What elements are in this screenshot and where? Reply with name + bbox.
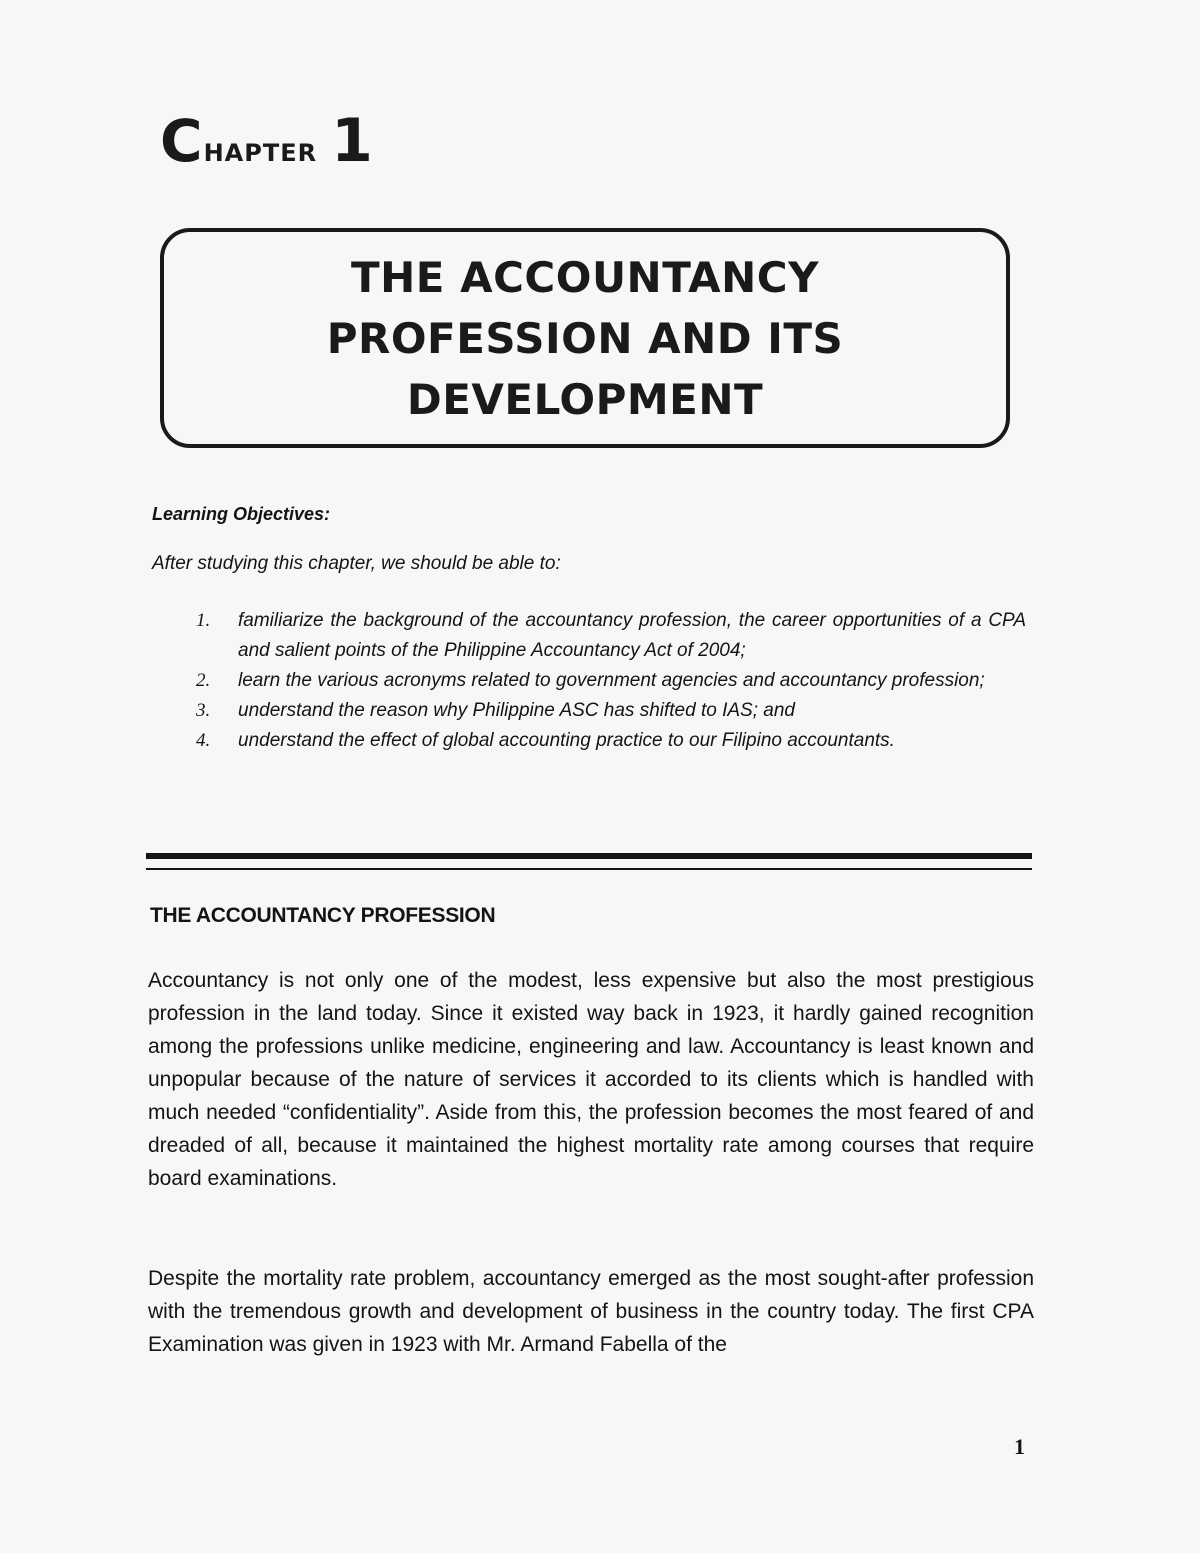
objective-item xyxy=(196,696,1026,726)
learning-objectives-intro: After studying this chapter, we should be able to: xyxy=(152,553,561,574)
body-paragraph: Accountancy is not only one of the modest, less expensive but also the most prestigious profession in the land today. Since it existed way back in 1923, it hardly gained recognition among the professions unlike medicine, engineering and law. Accountancy is least known and unpopular because of the nature of services it accorded to its clients which is handled with much needed “confidentiality”. Aside from this, the profession becomes the most feared of and dreaded of all, because it maintained the highest mortality rate among courses that require board examinations. xyxy=(148,969,1034,1190)
objective-number: 1. xyxy=(196,610,211,631)
objective-number: 4. xyxy=(196,730,211,751)
chapter-title-line: THE ACCOUNTANCY xyxy=(350,252,819,302)
chapter-title xyxy=(327,247,844,430)
section-divider-thick xyxy=(146,853,1032,859)
objective-number: 3. xyxy=(196,700,211,721)
objective-item xyxy=(196,726,1026,756)
chapter-word-initial: C xyxy=(160,107,204,175)
learning-objectives-list xyxy=(196,606,1026,756)
chapter-word xyxy=(160,107,318,175)
chapter-word-rest: hapter xyxy=(203,130,318,170)
objective-text: familiarize the background of the accountancy profession, the career opportunities of a CPA and salient points of the Philippine Accountancy Act of 2004; xyxy=(238,610,1026,661)
chapter-title-line: DEVELOPMENT xyxy=(406,374,764,424)
page-number: 1 xyxy=(1014,1434,1025,1459)
objective-item xyxy=(196,606,1026,666)
section-heading: THE ACCOUNTANCY PROFESSION xyxy=(150,904,496,927)
learning-objectives-label: Learning Objectives: xyxy=(152,504,331,524)
chapter-heading xyxy=(160,106,373,176)
objective-item xyxy=(196,666,1026,696)
objective-text: understand the reason why Philippine ASC has shifted to IAS; and xyxy=(238,700,795,721)
chapter-title-box xyxy=(160,228,1010,448)
chapter-number: 1 xyxy=(331,106,373,176)
objective-text: understand the effect of global accounting practice to our Filipino accountants. xyxy=(238,730,895,751)
objective-number: 2. xyxy=(196,670,211,691)
body-paragraph: Despite the mortality rate problem, accountancy emerged as the most sought-after profession with the tremendous growth and development of business in the country today. The first CPA Examination was given in 1923 with Mr. Armand Fabella of the xyxy=(148,1267,1034,1356)
objective-text: learn the various acronyms related to government agencies and accountancy profession; xyxy=(238,670,985,691)
chapter-title-line: PROFESSION AND ITS xyxy=(326,313,844,363)
section-divider-thin xyxy=(146,868,1032,870)
